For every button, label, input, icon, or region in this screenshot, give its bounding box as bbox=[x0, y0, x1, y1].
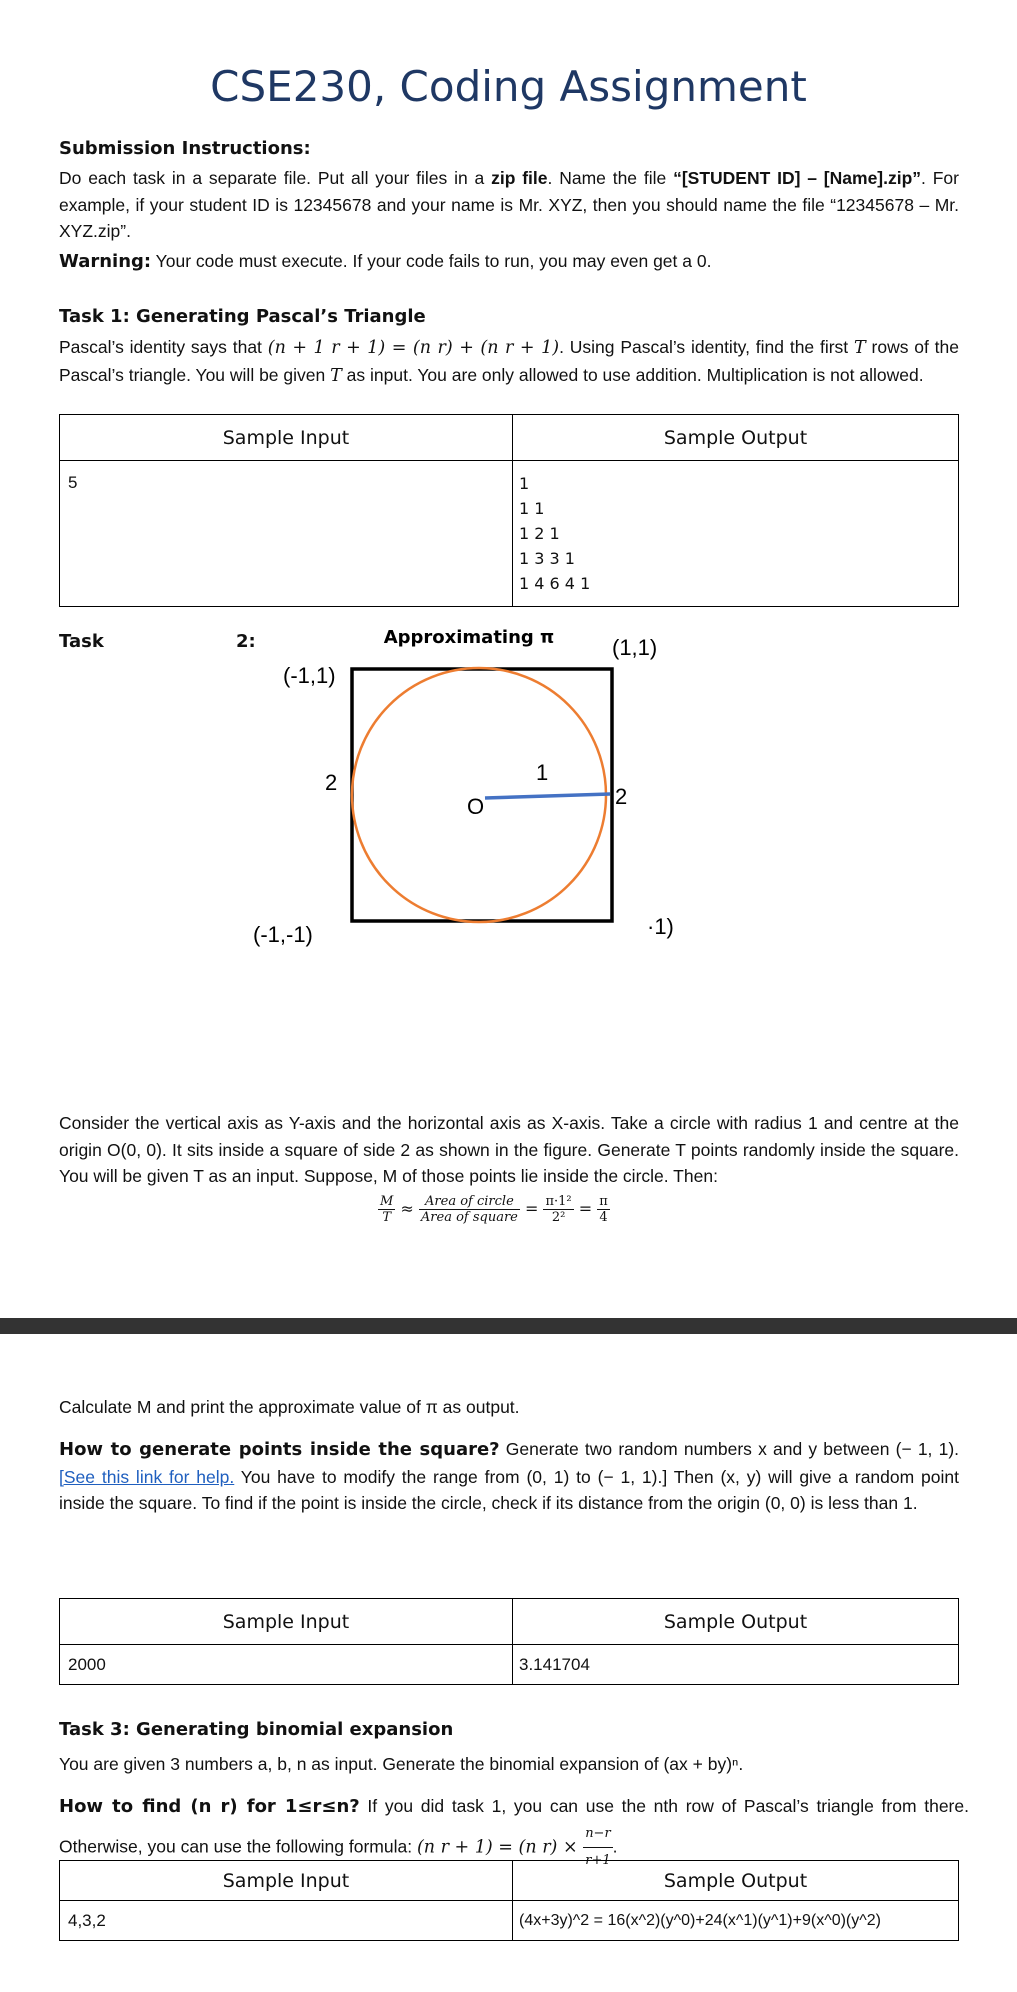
task1-input-header: Sample Input bbox=[60, 415, 513, 461]
submission-heading: Submission Instructions: bbox=[59, 138, 311, 159]
task3-sample-table bbox=[59, 1860, 959, 1941]
side-label-right: 2 bbox=[615, 784, 628, 809]
corner-top-right: (1,1) bbox=[612, 635, 658, 660]
radius-line bbox=[485, 794, 610, 798]
task1-text: Pascal’s identity says that (n + 1 r + 1) = (n r) + (n r + 1). Using Pascal’s identity, find the first T rows of the Pascal’s triangle. You will be given T as input. You are only allowed to use addition. Multiplication is not allowed. bbox=[59, 337, 960, 386]
task2-output-cell: 3.141704 bbox=[513, 1645, 959, 1685]
task2-number: 2: bbox=[236, 631, 256, 652]
page-break-band bbox=[0, 1318, 1017, 1334]
pi-figure bbox=[0, 620, 1017, 950]
origin-label: O bbox=[467, 794, 485, 819]
task1-output-cell: 1 1 1 1 2 1 1 3 3 1 1 4 6 4 1 bbox=[513, 461, 959, 607]
task2-how-text: How to generate points inside the square? Generate two random numbers x and y between (− 1, 1). [See this link for help. You have to modify the range from (0, 1) to (− 1, 1).] Then (x, y) will give a random point inside the square. To find if the point is inside the circle, check if its distance from the origin (0, 0) is less than 1. bbox=[59, 1439, 960, 1513]
task3-how-text: How to find (n r) for 1≤r≤n? If you did task 1, you can use the nth row of Pascal’s triangle from there. Otherwise, you can use the following formula: (n r + 1) = (n r) × $\frac{n-r}{r+1}$ . bbox=[59, 1796, 969, 1868]
task2-input-header: Sample Input bbox=[60, 1599, 513, 1645]
pi-formula: $\frac{M}{T}$ ≈ $\frac{\text{Area of circle}}{\text{Area of square}}$ = $\frac{\text{π·1²}}{\text{2²}}$ = $\frac{\pi}{4}$ bbox=[380, 1194, 608, 1225]
corner-bottom-left: (-1,-1) bbox=[253, 922, 313, 947]
task3-heading: Task 3: Generating binomial expansion bbox=[59, 1719, 454, 1740]
task2-label: Task bbox=[59, 631, 104, 652]
task2-description: Consider the vertical axis as Y-axis and the horizontal axis as X-axis. Take a circle with radius 1 and centre at the origin O(0, 0). It sits inside a square of side 2 as shown in the figure. Generate T points randomly inside the square. You will be given T as an input. Suppose, M of those points lie inside the circle. Then: bbox=[59, 1113, 959, 1186]
task3-output-cell: (4x+3y)^2 = 16(x^2)(y^0)+24(x^1)(y^1)+9(x^0)(y^2) bbox=[513, 1901, 959, 1941]
help-link[interactable]: [See this link for help. bbox=[59, 1466, 235, 1487]
task3-output-header: Sample Output bbox=[513, 1861, 959, 1901]
corner-bottom-right: ·1) bbox=[647, 914, 674, 939]
task3-input-cell: 4,3,2 bbox=[60, 1901, 513, 1941]
task2-calc-text: Calculate M and print the approximate value of π as output. bbox=[59, 1397, 520, 1417]
side-label-left: 2 bbox=[325, 770, 338, 795]
warning-text: Warning: Your code must execute. If your code fails to run, you may even get a 0. bbox=[59, 251, 712, 272]
task1-sample-table bbox=[59, 414, 959, 607]
figure-title: Approximating π bbox=[383, 627, 555, 648]
task3-text: You are given 3 numbers a, b, n as input. Generate the binomial expansion of (ax + by)ⁿ. bbox=[59, 1754, 744, 1774]
task2-sample-table bbox=[59, 1598, 959, 1685]
radius-label: 1 bbox=[536, 760, 549, 785]
task1-input-cell: 5 bbox=[60, 461, 513, 607]
corner-top-left: (-1,1) bbox=[283, 663, 336, 688]
task2-input-cell: 2000 bbox=[60, 1645, 513, 1685]
page-title: CSE230, Coding Assignment bbox=[210, 62, 807, 111]
task1-output-header: Sample Output bbox=[513, 415, 959, 461]
task1-heading: Task 1: Generating Pascal’s Triangle bbox=[59, 306, 426, 327]
submission-text: Do each task in a separate file. Put all your files in a zip file. Name the file “[STUDENT ID] – [Name].zip”. For example, if your student ID is 12345678 and your name is Mr. XYZ, then you should name the file “12345678 – Mr. XYZ.zip”. bbox=[59, 168, 959, 241]
task3-input-header: Sample Input bbox=[60, 1861, 513, 1901]
task2-output-header: Sample Output bbox=[513, 1599, 959, 1645]
